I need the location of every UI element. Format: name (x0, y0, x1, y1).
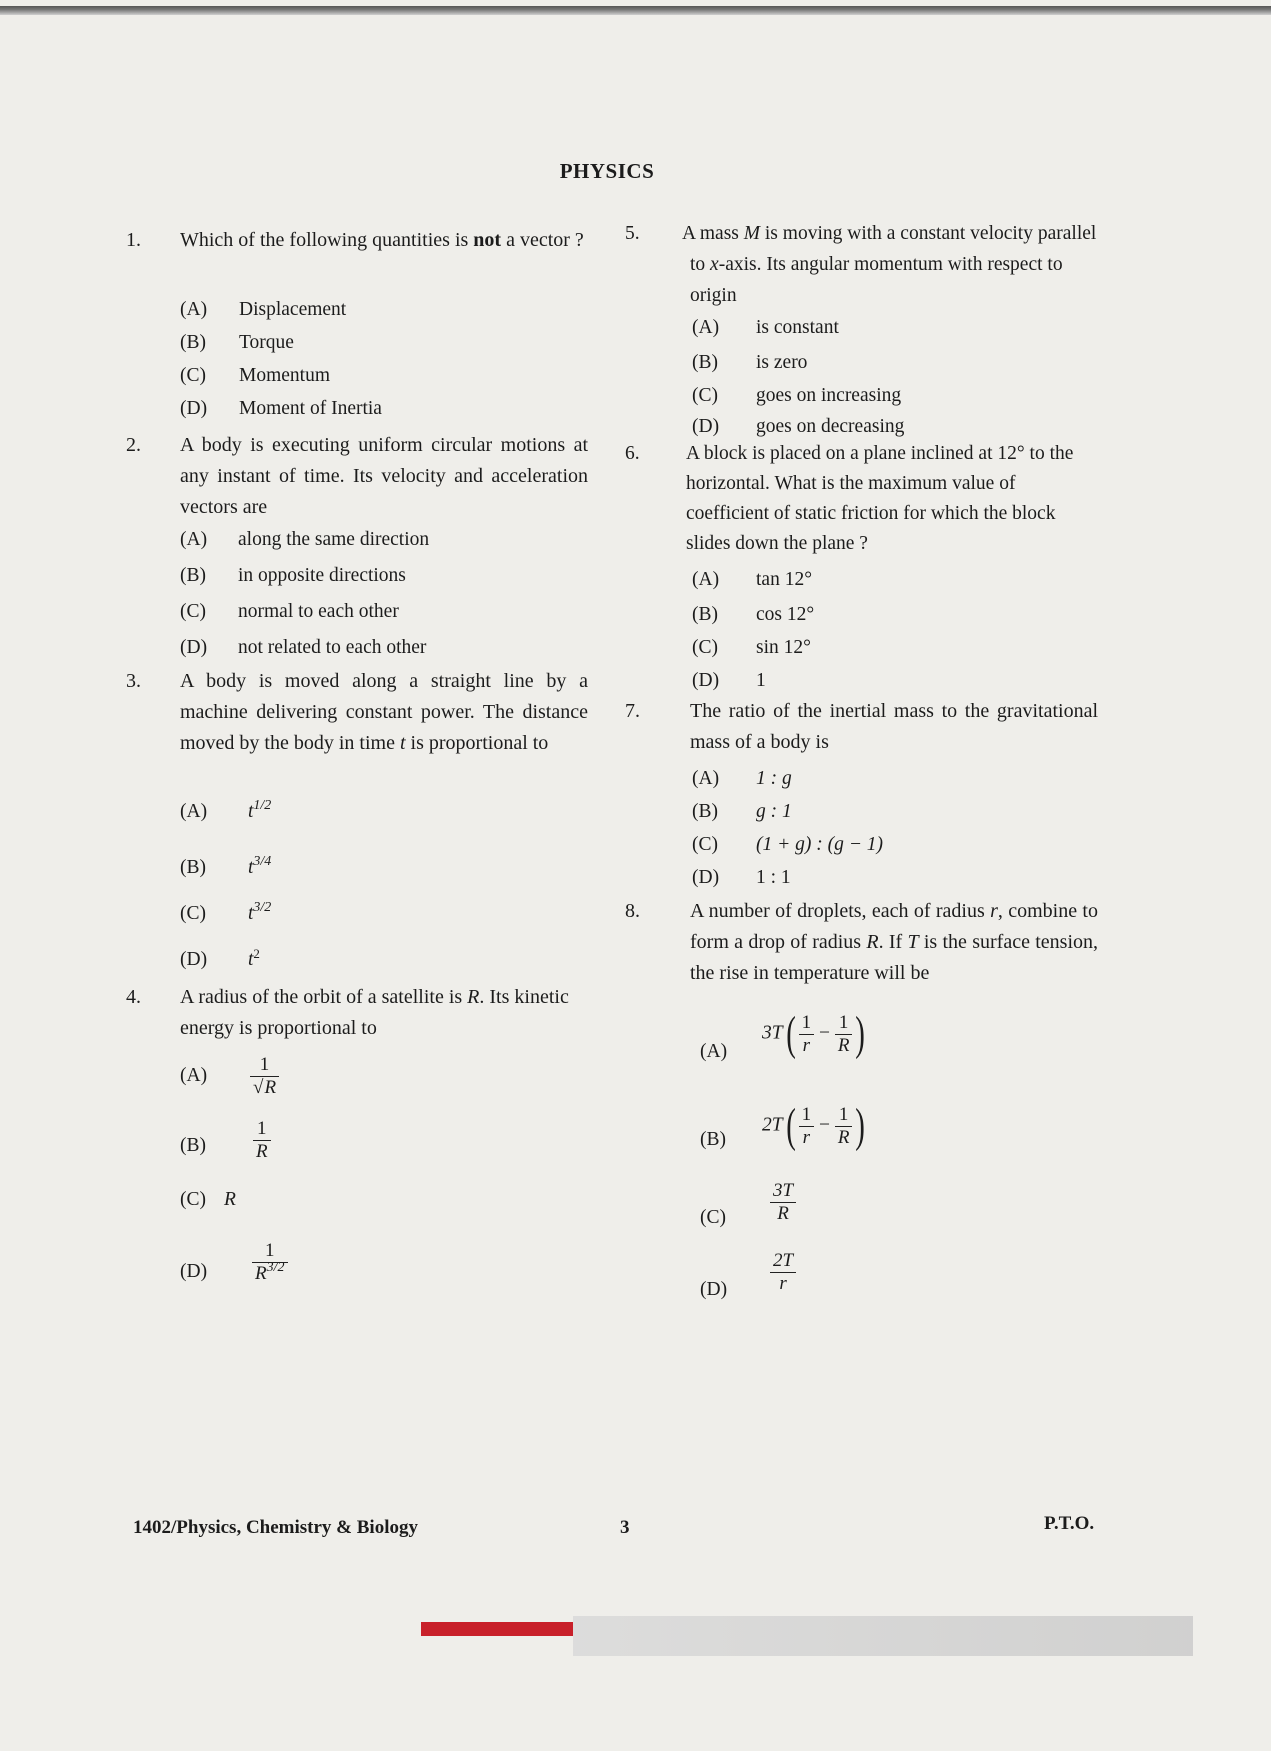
option: (B) in opposite directions (180, 565, 406, 586)
option: (D) not related to each other (180, 637, 427, 658)
option: (B) 2T( $\frac{1}{r}$ − $\frac{1}{R}$ ) (700, 1099, 866, 1152)
option: (D) $\frac{2T}{r}$ (628, 1250, 1098, 1310)
option: (A) tan 12° (692, 569, 812, 590)
question-number: 7. (625, 700, 640, 722)
option: (C) (1 + g) : (g − 1) (692, 834, 884, 855)
question-text: The ratio of the inertial mass to the gravitational mass of a body is (690, 700, 1098, 753)
footer-page-number: 3 (620, 1517, 630, 1538)
option: (A) is constant (692, 317, 839, 338)
question-4-options (118, 1048, 588, 1296)
option: (C) sin 12° (692, 637, 811, 658)
question-3-options (118, 794, 588, 982)
question-7-options (628, 761, 1098, 896)
option: (D) $t^2$ (180, 946, 260, 970)
option: (C) Momentum (180, 365, 330, 386)
question-5 (625, 218, 1098, 310)
question-8 (625, 896, 1098, 1010)
top-edge-bar (0, 6, 1271, 15)
question-3 (118, 666, 588, 794)
question-2-options (118, 522, 588, 664)
question-text: Which of the following quantities is not a vector ? (180, 229, 584, 251)
option: (D) 1 : 1 (692, 867, 791, 888)
question-text: A radius of the orbit of a satellite is R. Its kinetic energy is proportional to (180, 986, 569, 1039)
right-column (625, 218, 1098, 1310)
option: (B) $t^{3/4}$ (180, 854, 272, 878)
option: (A) $t^{1/2}$ (180, 798, 272, 822)
option: (C) goes on increasing (692, 385, 902, 406)
question-number: 1. (126, 229, 141, 251)
option: (D) Moment of Inertia (180, 398, 382, 419)
question-number: 3. (126, 670, 141, 692)
question-text: A body is executing uniform circular motions at any instant of time. Its velocity and acceleration vectors are (180, 434, 588, 518)
option: (B) g : 1 (692, 801, 792, 822)
option: (A) 1 : g (692, 768, 792, 789)
question-1 (118, 225, 588, 294)
question-text: A block is placed on a plane inclined at 12° to the horizontal. What is the maximum value of coefficient of static friction for which the block slides down the plane ? (686, 443, 1074, 554)
question-text: A mass M is moving with a constant velocity parallel to x-axis. Its angular momentum with respect to origin (682, 223, 1097, 306)
option: (A) $\frac{1}{√R}$ (118, 1048, 588, 1118)
option: (A) Displacement (180, 299, 347, 320)
question-text: A body is moved along a straight line by a machine delivering constant power. The distance moved by the body in time t is proportional to (180, 670, 588, 754)
question-4 (118, 982, 588, 1048)
option: (D) 1 (692, 670, 766, 691)
option: (A) 3T( $\frac{1}{r}$ − $\frac{1}{R}$ ) (700, 1007, 866, 1062)
question-number: 2. (126, 434, 141, 456)
option: (D) $\frac{1}{R^{3/2}}$ (118, 1236, 588, 1296)
option: (B) cos 12° (692, 604, 815, 625)
option: (B) is zero (692, 352, 808, 373)
question-6-options (628, 562, 1098, 696)
question-number: 4. (126, 986, 141, 1008)
question-number: 6. (625, 443, 640, 464)
question-5-options (628, 310, 1098, 439)
option: (B) Torque (180, 332, 294, 353)
option: (C) $\frac{3T}{R}$ (628, 1180, 1098, 1250)
question-text: A number of droplets, each of radius r, combine to form a drop of radius R. If T is the surface tension, the rise in temperature will be (690, 900, 1098, 984)
section-title: PHYSICS (559, 159, 655, 183)
left-column (118, 225, 588, 1296)
question-number: 5. (625, 223, 640, 244)
option: (A) along the same direction (180, 529, 430, 550)
scan-shadow-bar (573, 1616, 1193, 1656)
option: (C) R (180, 1189, 236, 1210)
question-1-options (118, 292, 588, 424)
option: (B) $\frac{1}{R}$ (118, 1118, 588, 1178)
option: (C) normal to each other (180, 601, 399, 622)
option: (D) goes on decreasing (692, 416, 905, 437)
question-8-options (628, 1007, 1098, 1310)
question-number: 8. (625, 900, 640, 922)
footer-pto: P.T.O. (1044, 1513, 1095, 1534)
red-tab-mark (421, 1622, 573, 1636)
question-2 (118, 430, 588, 522)
footer-paper-code: 1402/Physics, Chemistry & Biology (133, 1517, 418, 1538)
question-7 (625, 696, 1098, 761)
question-6 (625, 439, 1098, 562)
option: (C) $t^{3/2}$ (180, 900, 272, 924)
